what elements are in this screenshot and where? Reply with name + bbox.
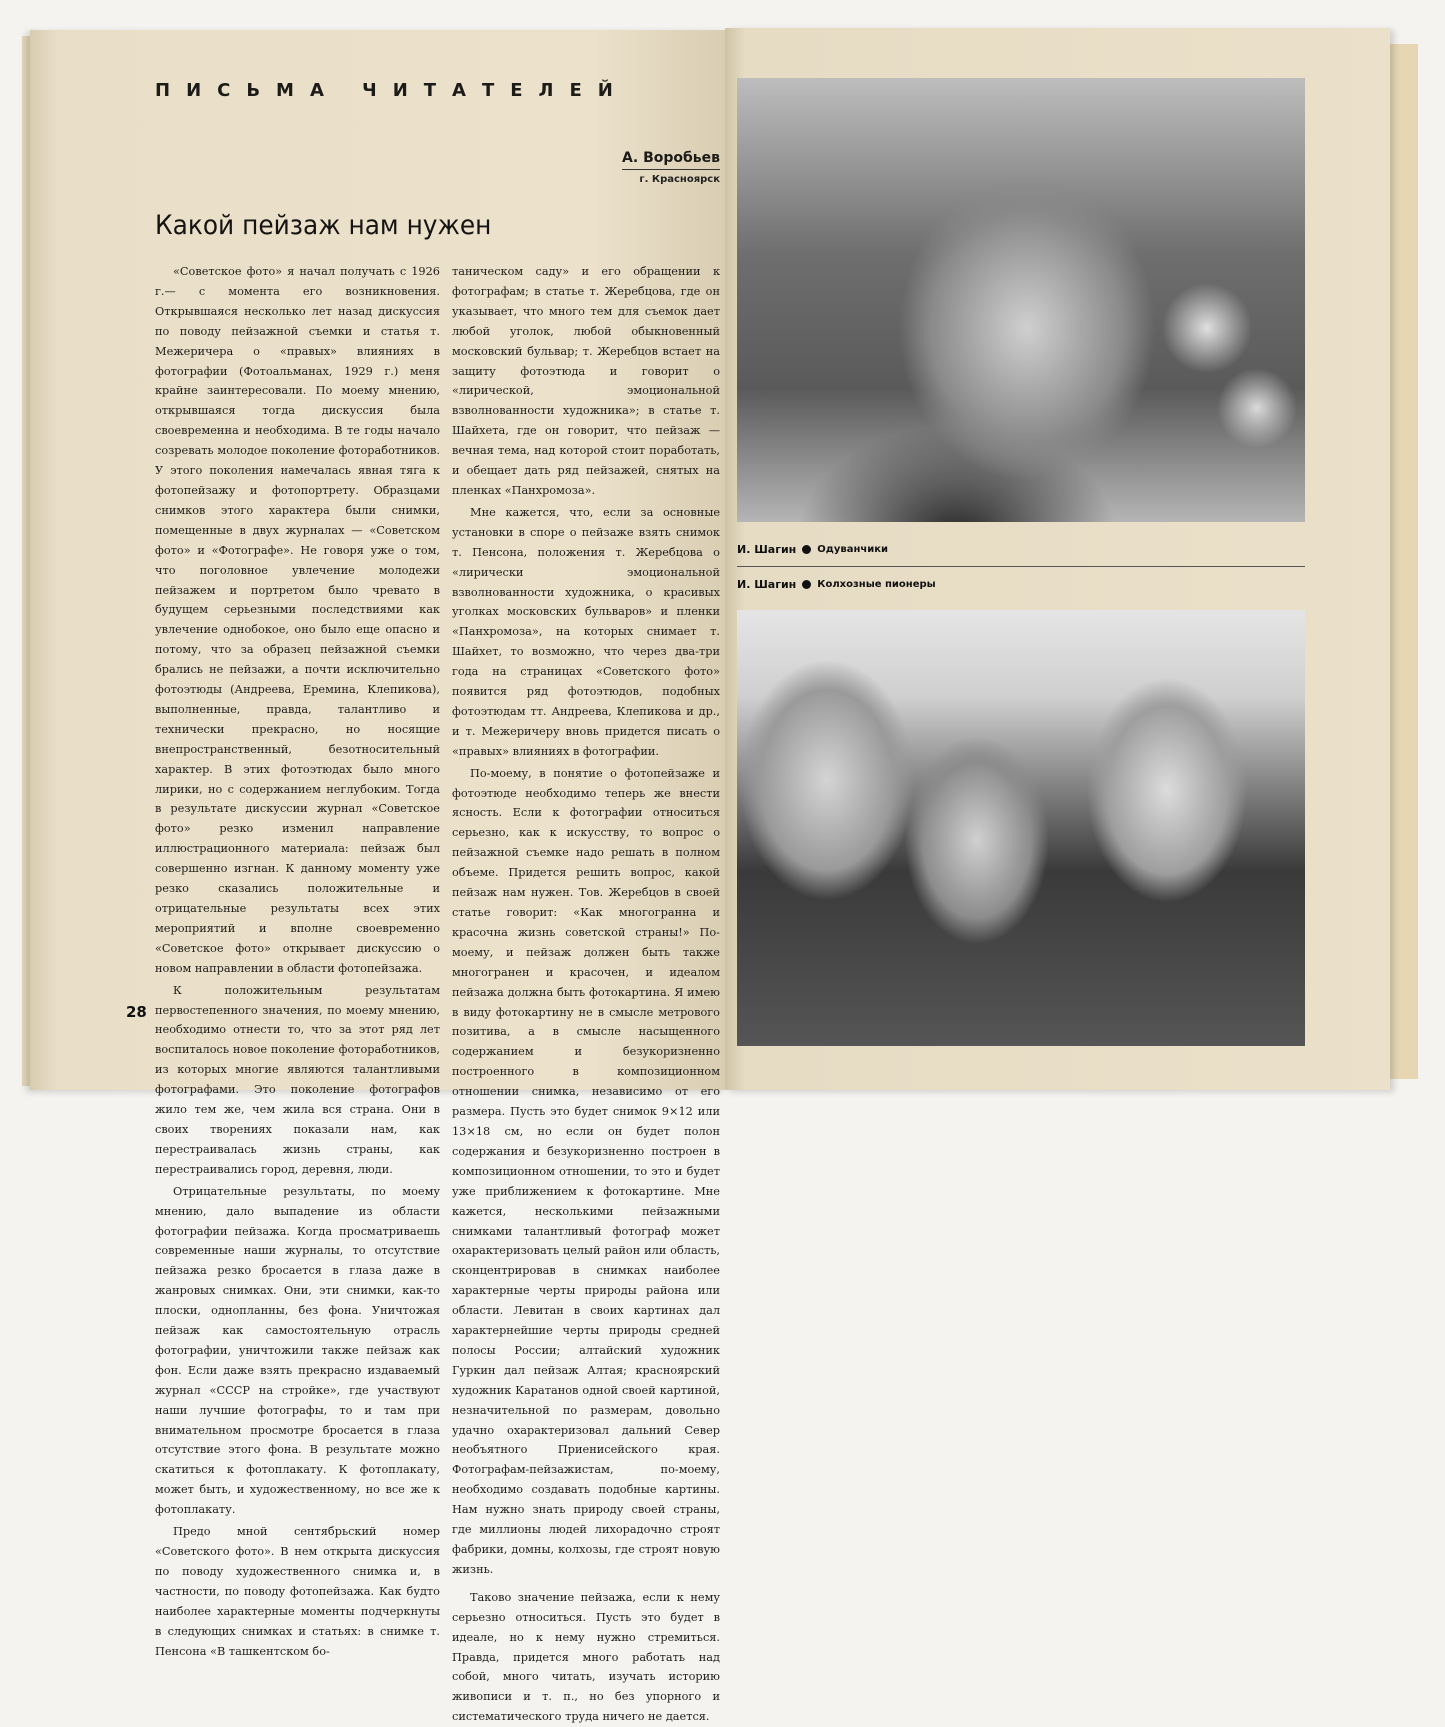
paragraph: таническом саду» и его обращении к фотографам; в статье т. Жеребцова, где он указывает, что много тем для съемок дает любой уголок, любой обыкновенный московский бульвар; т. Жеребцов встает на защиту фотоэтюда и говорит о «лирической, эмоциональной взволнованности художника»; в статье т. Шайхета, где он говорит, что пейзаж — вечная тема, над которой стоит поработать, и обещает дать ряд пейзажей, снятых на пленках «Панхромоза». — [452, 265, 720, 497]
article-column-1 — [155, 262, 440, 1661]
photographer-name: И. Шагин — [737, 543, 797, 556]
photo-pioneers — [737, 610, 1305, 1046]
bullet-icon — [802, 580, 811, 589]
author-city: г. Красноярск — [639, 174, 720, 185]
bullet-icon — [802, 545, 811, 554]
photographer-name: И. Шагин — [737, 578, 797, 591]
photo-title: Одуванчики — [817, 544, 889, 555]
page-number: 28 — [126, 1003, 147, 1021]
paragraph: Мне кажется, что, если за основные установки в споре о пейзаже взять снимок т. Пенсона, положения т. Жеребцова о «лирически эмоциональной взволнованности художника, о красивых уголках московских бульваров» и пленки «Панхромоза», на которых снимает т. Шайхет, то возможно, что через два-три года на страницах «Советского фото» появится ряд фотоэтюдов, подобных фотоэтюдам тт. Андреева, Клепикова и др., и т. Межеричеру вновь придется писать о «правых» влияниях в фотографии. — [452, 505, 720, 758]
photo-title: Колхозные пионеры — [817, 579, 936, 590]
photo-dandelions — [737, 78, 1305, 522]
page-edges-right — [1388, 44, 1418, 1079]
section-title: ПИСЬМА ЧИТАТЕЛЕЙ — [155, 80, 629, 101]
author-name: А. Воробьев — [622, 150, 720, 170]
photo-caption — [737, 543, 888, 556]
paragraph: Таково значение пейзажа, если к нему серьезно относиться. Пусть это будет в идеале, но к нему нужно стремиться. Правда, придется много работать над собой, много читать, изучать историю живописи и т. п., но без упорного и систематического труда ничего не дается. — [452, 1590, 720, 1724]
photo-caption — [737, 578, 936, 591]
paragraph: По-моему, в понятие о фотопейзаже и фотоэтюде необходимо теперь же внести ясность. Если к фотографии относиться серьезно, как к искусству, то вопрос о пейзажной съемке надо решать в полном объеме. Придется решить вопрос, какой пейзаж нам нужен. Тов. Жеребцов в своей статье говорит: «Как многогранна и красочна жизнь советской страны!» По-моему, и пейзаж должен быть также многогранен и красочен, и идеалом пейзажа должна быть фотокартина. Я имею в виду фотокартину не в смысле метрового позитива, а в смысле насыщенного содержанием и безукоризненно построенного в композиционном отношении снимка, независимо от его размера. Пусть это будет снимок 9×12 или 13×18 см, но если он будет полон содержания и безукоризненно построен в композиционном отношении, то это и будет уже приближением к фотокартине. Мне кажется, несколькими пейзажными снимками талантливый фотограф может охарактеризовать целый район или область, сконцентрировав в снимках наиболее характерные черты природы района или области. Левитан в своих картинах дал характернейшие черты природы средней полосы России; алтайский художник Гуркин дал пейзаж Алтая; красноярский художник Каратанов одной своей картиной, незначительной по размерам, довольно удачно охарактеризовал дальний Север необъятного Приенисейского края. Фотографам-пейзажистам, по-моему, необходимо создавать подобные картины. Нам нужно знать природу своей страны, где миллионы людей лихорадочно строят фабрики, домны, колхозы, где строят новую жизнь. — [452, 766, 720, 1576]
article-column-2 — [452, 262, 720, 1727]
paragraph: Предо мной сентябрьский номер «Советского фото». В нем открыта дискуссия по поводу художественного снимка и, в частности, по поводу фотопейзажа. Как будто наиболее характерные моменты подчеркнуты в следующих снимках и статьях: в снимке т. Пенсона «В ташкентском бо- — [155, 1525, 440, 1658]
article-headline: Какой пейзаж нам нужен — [155, 210, 492, 241]
paragraph: «Советское фото» я начал получать с 1926 г.— с момента его возникновения. Открывшаяся несколько лет назад дискуссия по поводу пейзажной съемки и статья т. Межеричера о «правых» влияниях в фотографии (Фотоальманах, 1929 г.) меня крайне заинтересовали. По моему мнению, открывшаяся тогда дискуссия была своевременна и необходима. В те годы начало созревать молодое поколение фотоработников. У этого поколения намечалась явная тяга к фотопейзажу и фотопортрету. Образцами снимков этого характера были снимки, помещенные в двух журналах — «Советском фото» и «Фотографе». Не говоря уже о том, что поголовное увлечение молодежи пейзажем и портретом было чревато в будущем серьезными последствиями как увлечение однобокое, оно было еще опасно и потому, что за образец пейзажной съемки брались не пейзажи, а почти исключительно фотоэтюды (Андреева, Еремина, Клепикова), выполненные, правда, талантливо и технически прекрасно, но носящие внепространственный, безотносительный характер. В этих фотоэтюдах было много лирики, но с содержанием неглубоким. Тогда в результате дискуссии журнал «Советское фото» резко изменил направление иллюстрационного материала: пейзаж был совершенно изгнан. К данному моменту уже резко сказались положительные и отрицательные результаты всех этих мероприятий и вполне своевременно «Советское фото» открывает дискуссию о новом направлении в области фотопейзажа. — [155, 265, 440, 975]
author-block — [622, 150, 720, 185]
paragraph: К положительным результатам первостепенного значения, по моему мнению, необходимо отнести то, что за этот ряд лет воспиталось новое поколение фотоработников, из которых многие являются талантливыми фотографами. Это поколение фотографов жило тем же, чем жила вся страна. Они в своих творениях показали нам, как перестраивалась жизнь страны, как перестраивались город, деревня, люди. — [155, 983, 440, 1176]
divider — [737, 566, 1305, 567]
paragraph: Отрицательные результаты, по моему мнению, дало выпадение из области фотографии пейзажа. Когда просматриваешь современные наши журналы, то отсутствие пейзажа резко бросается в глаза даже в жанровых снимках. Они, эти снимки, как-то плоски, однопланны, без фона. Уничтожая пейзаж как самостоятельную отрасль фотографии, уничтожили также пейзаж как фон. Если даже взять прекрасно издаваемый журнал «СССР на стройке», где участвуют наши лучшие фотографы, то и там при внимательном просмотре бросается в глаза отсутствие этого фона. В результате можно скатиться к фотоплакату. К фотоплакату, может быть, и художественному, но все же к фотоплакату. — [155, 1184, 440, 1517]
